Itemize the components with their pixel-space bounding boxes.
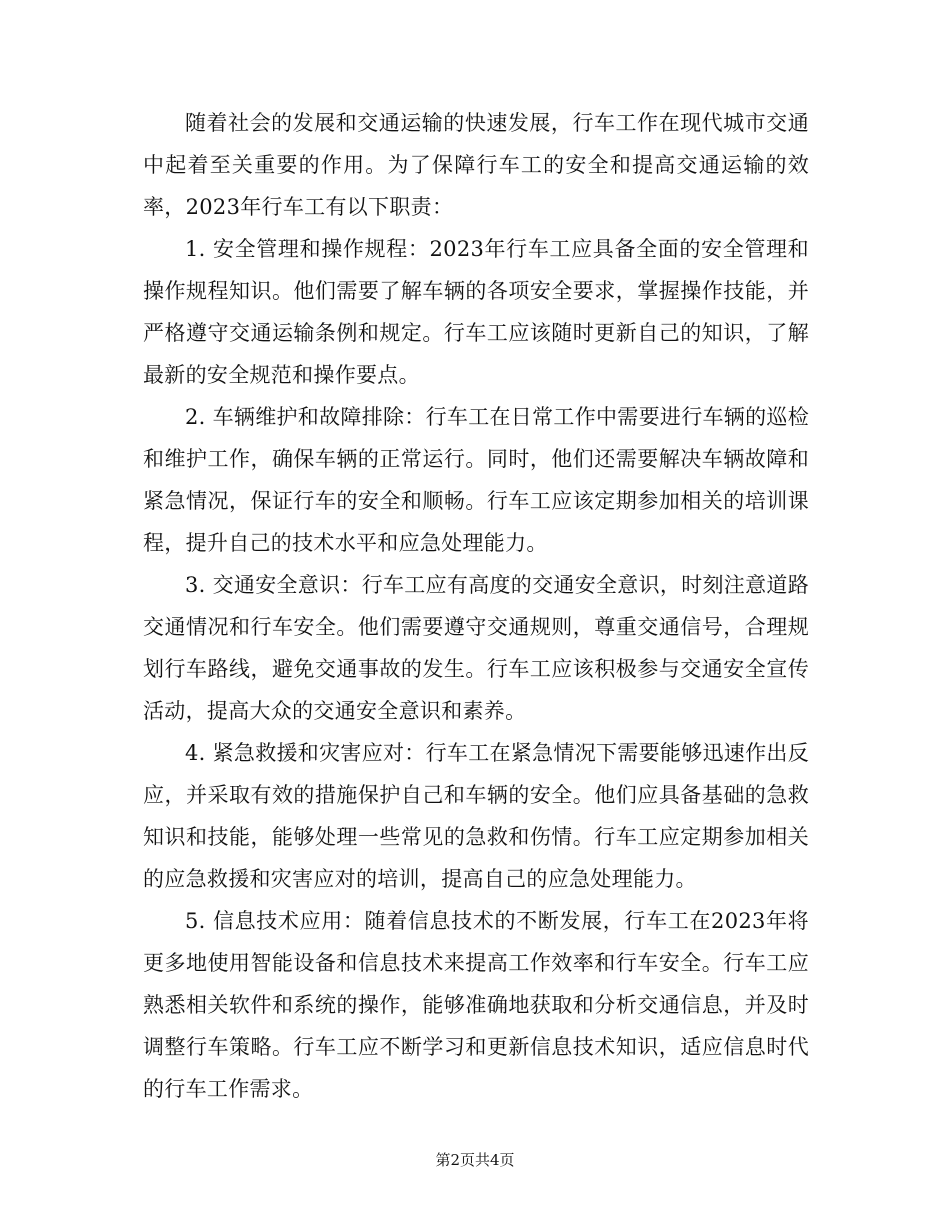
duty-paragraph-1: 1. 安全管理和操作规程：2023年行车工应具备全面的安全管理和操作规程知识。他们需要了解车辆的各项安全要求，掌握操作技能，并严格遵守交通运输条例和规定。行车工应该随时更新自己的知识，了解最新的安全规范和操作要点。 xyxy=(143,237,809,387)
page-number-footer: 第2页共4页 xyxy=(435,1151,515,1169)
duty-paragraph-3: 3. 交通安全意识：行车工应有高度的交通安全意识，时刻注意道路交通情况和行车安全。他们需要遵守交通规则，尊重交通信号，合理规划行车路线，避免交通事故的发生。行车工应该积极参与交通安全宣传活动，提高大众的交通安全意识和素养。 xyxy=(143,573,810,723)
document-body xyxy=(143,102,809,1110)
intro-paragraph: 随着社会的发展和交通运输的快速发展，行车工作在现代城市交通中起着至关重要的作用。为了保障行车工的安全和提高交通运输的效率，2023年行车工有以下职责： xyxy=(143,111,809,219)
duty-paragraph-2: 2. 车辆维护和故障排除：行车工在日常工作中需要进行车辆的巡检和维护工作，确保车辆的正常运行。同时，他们还需要解决车辆故障和紧急情况，保证行车的安全和顺畅。行车工应该定期参加相关的培训课程，提升自己的技术水平和应急处理能力。 xyxy=(143,405,810,555)
duty-paragraph-5: 5. 信息技术应用：随着信息技术的不断发展，行车工在2023年将更多地使用智能设备和信息技术来提高工作效率和行车安全。行车工应熟悉相关软件和系统的操作，能够准确地获取和分析交通信息，并及时调整行车策略。行车工应不断学习和更新信息技术知识，适应信息时代的行车工作需求。 xyxy=(143,909,809,1101)
duty-paragraph-4: 4. 紧急救援和灾害应对：行车工在紧急情况下需要能够迅速作出反应，并采取有效的措施保护自己和车辆的安全。他们应具备基础的急救知识和技能，能够处理一些常见的急救和伤情。行车工应定期参加相关的应急救援和灾害应对的培训，提高自己的应急处理能力。 xyxy=(143,741,810,891)
